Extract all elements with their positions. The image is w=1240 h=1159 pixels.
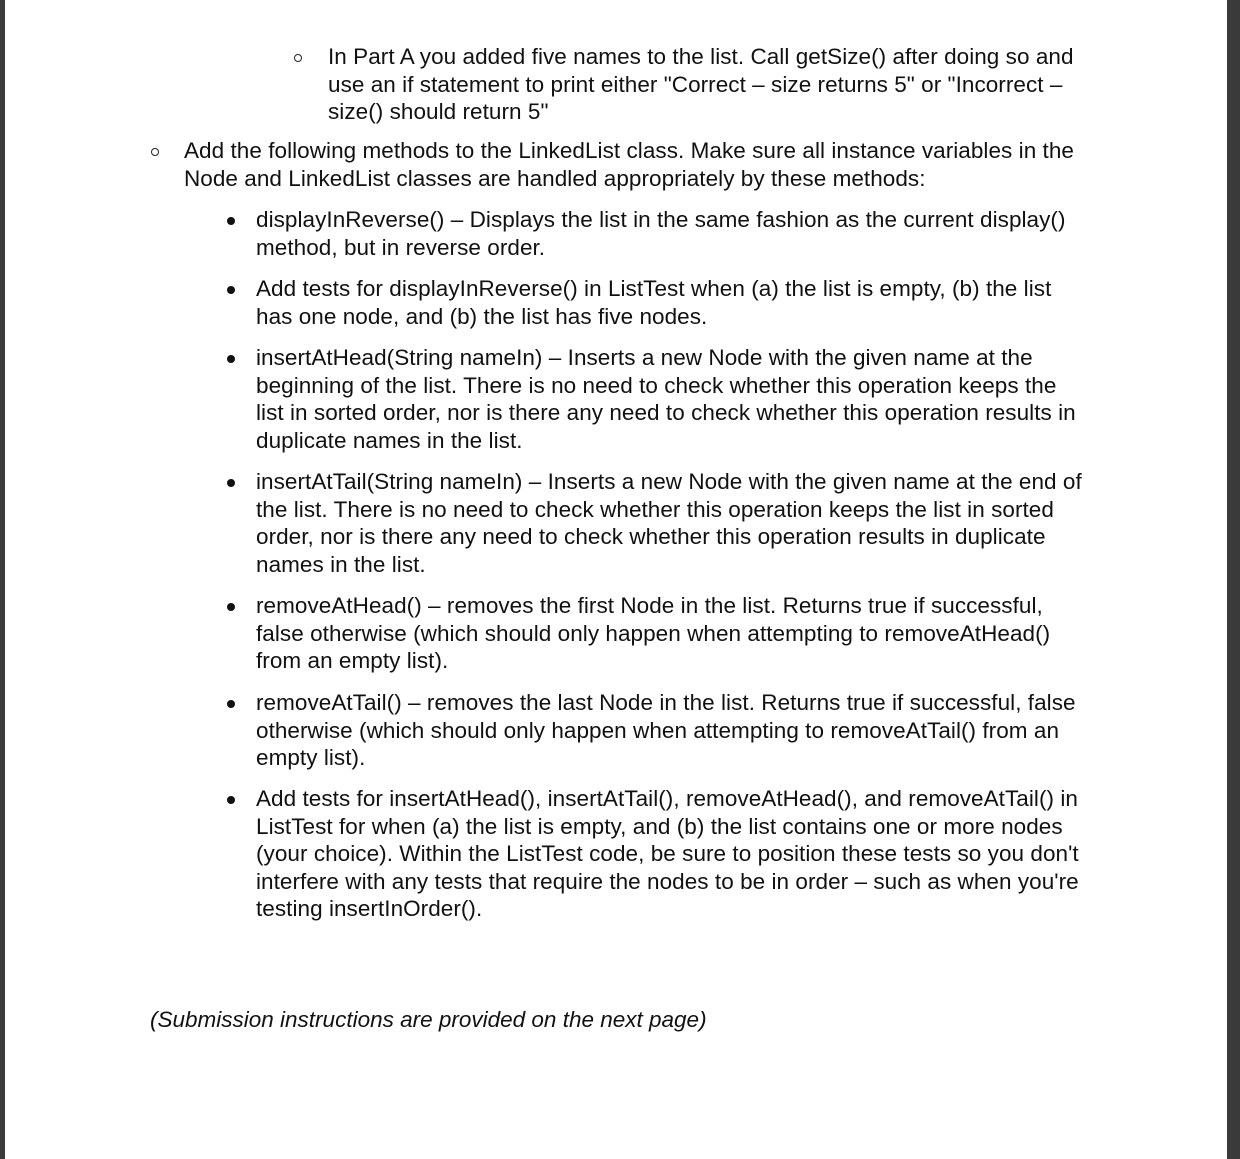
footer-note: (Submission instructions are provided on the next page) (150, 1007, 707, 1032)
filled-bullet-icon (227, 603, 235, 611)
bullet-text: Add tests for displayInReverse() in ListTest when (a) the list is empty, (b) the list has one node, and (b) the list has five nodes. (256, 276, 1052, 329)
sub-item-text: In Part A you added five names to the list. Call getSize() after doing so and use an if statement to print either "Correct – size returns 5" or "Incorrect – size() should return 5" (328, 44, 1074, 125)
filled-bullet-icon (227, 355, 235, 363)
filled-bullet-icon (227, 796, 235, 804)
filled-bullet-icon (227, 286, 235, 294)
bullet-text: removeAtHead() – removes the first Node in the list. Returns true if successful, false otherwise (which should only happen when attempting to removeAtHead() from an empty list). (256, 593, 1051, 674)
filled-bullet-icon (227, 700, 235, 708)
bullet-text: Add tests for insertAtHead(), insertAtTail(), removeAtHead(), and removeAtTail() in ListTest for when (a) the list is empty, and (b) the list contains one or more nodes (your choice). Within the ListTest code, be sure to position these tests so you don't interfere with any tests that require the nodes to be in order – such as when you're testing insertInOrder(). (256, 786, 1079, 922)
hollow-circle-bullet-icon (294, 54, 302, 62)
bullet-text: removeAtTail() – removes the last Node in the list. Returns true if successful, false otherwise (which should only happen when attempting to removeAtTail() from an empty list). (256, 690, 1076, 771)
bullet-text: insertAtTail(String nameIn) – Inserts a new Node with the given name at the end of the list. There is no need to check whether this operation keeps the list in sorted order, nor is there any need to check whether this operation results in duplicate names in the list. (256, 469, 1082, 577)
bullet-text: displayInReverse() – Displays the list in the same fashion as the current display() method, but in reverse order. (256, 207, 1066, 260)
filled-bullet-icon (227, 479, 235, 487)
bullet-text: insertAtHead(String nameIn) – Inserts a new Node with the given name at the beginning of the list. There is no need to check whether this operation keeps the list in sorted order, nor is there any need to check whether this operation results in duplicate names in the list. (256, 345, 1076, 453)
filled-bullet-icon (227, 217, 235, 225)
hollow-circle-bullet-icon (151, 148, 159, 156)
main-item-text: Add the following methods to the LinkedList class. Make sure all instance variables in the Node and LinkedList classes are handled appropriately by these methods: (184, 138, 1074, 191)
document-page (5, 0, 1227, 1159)
